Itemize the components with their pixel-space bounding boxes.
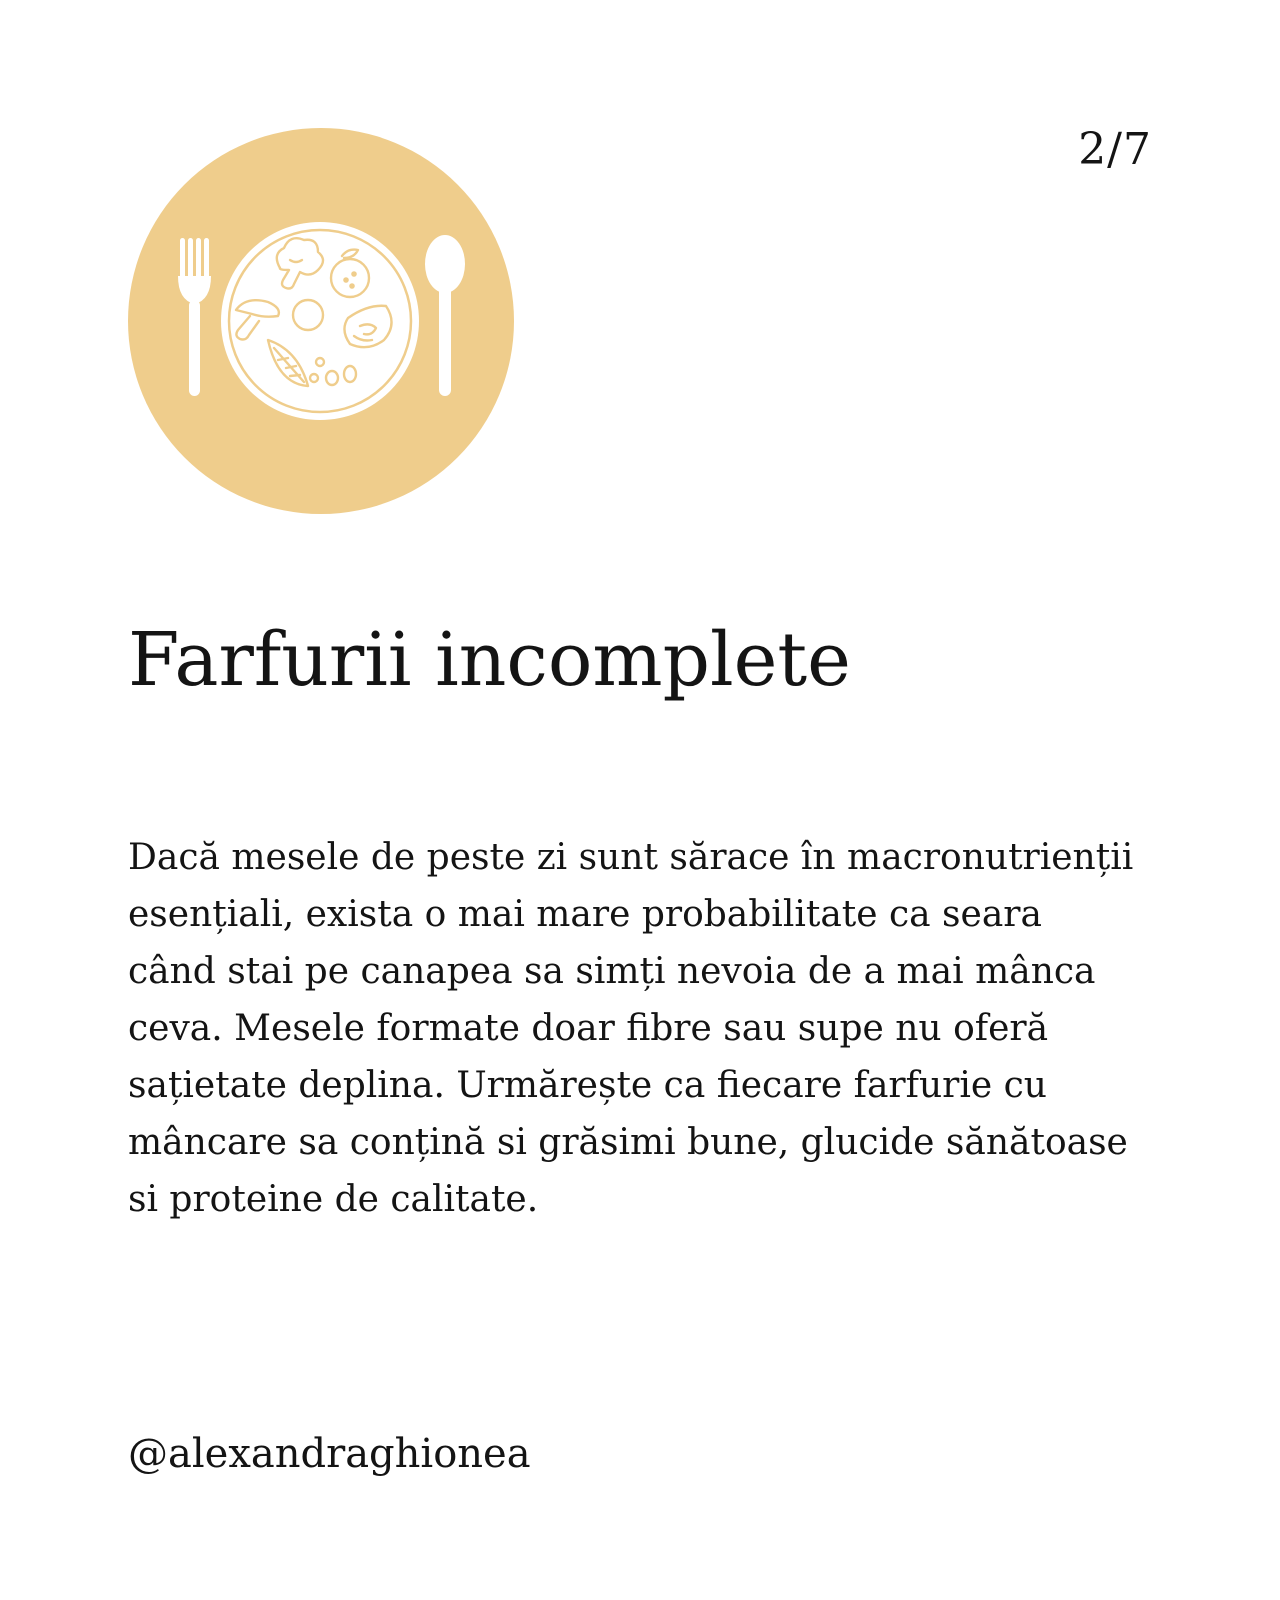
- page-title: Farfurii incomplete: [128, 617, 851, 703]
- author-handle: @alexandraghionea: [128, 1431, 531, 1477]
- plate-icon: [221, 222, 419, 420]
- page-counter: 2/7: [1078, 124, 1152, 175]
- plate-fork-spoon-icon: [128, 128, 514, 514]
- body-paragraph: Dacă mesele de peste zi sunt sărace în macronutrienții esențiali, exista o mai mare probabilitate ca seara când stai pe canapea sa simți nevoia de a mai mânca ceva. Mesele formate doar fibre sau supe nu oferă sațietate deplina. Urmărește ca fiecare farfurie cu mâncare sa conțină si grăsimi bune, glucide sănătoase si proteine de calitate.: [128, 837, 1134, 1220]
